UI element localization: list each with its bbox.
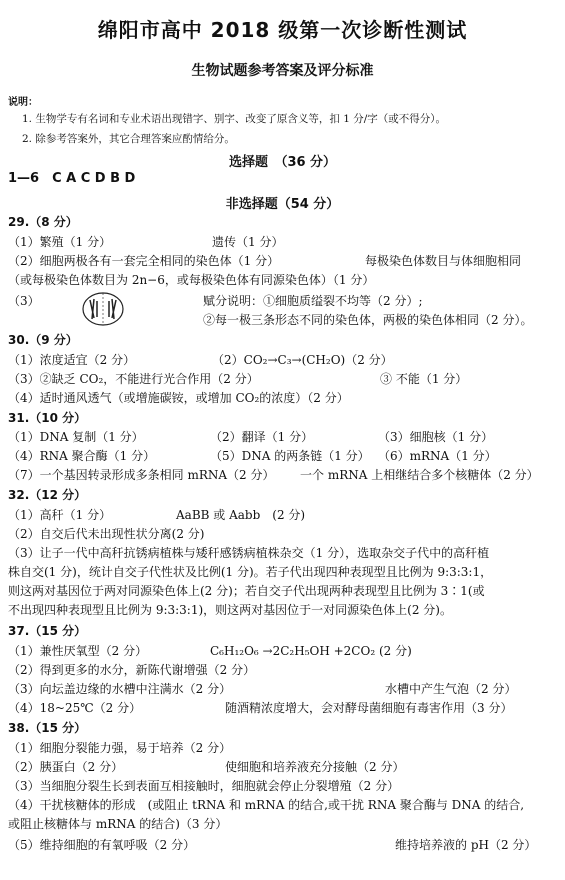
- notes-label: 说明：: [8, 97, 38, 108]
- q31-answer-3: （3）细胞核（1 分）: [378, 430, 494, 444]
- q31-answer-2: （2）翻译（1 分）: [210, 430, 314, 444]
- q38-answer-5a: （5）维持细胞的有氧呼吸（2 分）: [8, 838, 196, 852]
- choice-heading: 选择题 （36 分）: [228, 155, 337, 170]
- note-2: 2. 除参考答案外，其它合理答案应酌情给分。: [22, 133, 235, 145]
- q38-answer-5b: 维持培养液的 pH（2 分）: [395, 838, 537, 852]
- q31-answer-1: （1）DNA 复制（1 分）: [8, 430, 144, 444]
- q38-answer-4-line2: 或阻止核糖体与 mRNA 的结合)（3 分）: [8, 817, 228, 831]
- q29-heading: 29.（8 分）: [8, 215, 78, 229]
- q37-heading: 37.（15 分）: [8, 624, 87, 638]
- q31-answer-7a: （7）一个基因转录形成多条相同 mRNA（2 分）: [8, 468, 275, 482]
- q30-answer-3b: ③ 不能（1 分）: [380, 372, 468, 386]
- q30-answer-4: （4）适时通风透气（或增施碳铵，或增加 CO₂的浓度）（2 分）: [8, 391, 349, 405]
- q38-answer-4-line1: （4）干扰核糖体的形成 (或阻止 tRNA 和 mRNA 的结合,或干扰 RNA 聚合酶与 DNA 的结合,: [8, 798, 525, 812]
- q37-answer-3a: （3）向坛盖边缘的水槽中注满水（2 分）: [8, 682, 232, 696]
- q32-answer-3-line3: 则这两对基因位于两对同源染色体上(2 分)；若自交子代出现两种表现型且比例为 3∶1(或: [8, 584, 485, 598]
- nonchoice-heading: 非选择题（54 分）: [225, 197, 340, 212]
- q29-answer-2b: 每极染色体数目与体细胞相同: [365, 254, 522, 268]
- q30-answer-1: （1）浓度适宜（2 分）: [8, 353, 136, 367]
- q37-answer-2: （2）得到更多的水分，新陈代谢增强（2 分）: [8, 663, 256, 677]
- choice-answers: 1—6 C A C D B D: [8, 171, 136, 186]
- q31-answer-4: （4）RNA 聚合酶（1 分）: [8, 449, 156, 463]
- q29-answer-2c: （或每极染色体数目为 2n−6，或每极染色体有同源染色体）（1 分）: [8, 273, 375, 287]
- q37-answer-4b: 随酒精浓度增大，会对酵母菌细胞有毒害作用（3 分）: [225, 701, 513, 715]
- q32-answer-1b: AaBB 或 Aabb (2 分): [176, 508, 306, 522]
- note-1: 1. 生物学专有名词和专业术语出现错字、别字、改变了原含义等，扣 1 分/字（或不得分）。: [22, 113, 446, 125]
- q29-answer-3-note: 赋分说明：①细胞质缢裂不均等（2 分）;: [203, 294, 423, 308]
- q30-answer-2: （2）CO₂→C₃→(CH₂O)（2 分）: [212, 353, 393, 367]
- page-title: 绵阳市高中 2018 级第一次诊断性测试: [97, 18, 468, 42]
- cell-division-diagram: [80, 290, 126, 328]
- q29-answer-1a: （1）繁殖（1 分）: [8, 235, 112, 249]
- q32-answer-3-line1: （3）让子一代中高秆抗锈病植株与矮秆感锈病植株杂交（1 分），选取杂交子代中的高秆植: [8, 546, 490, 560]
- q29-answer-1b: 遗传（1 分）: [212, 235, 284, 249]
- q29-answer-3-label: （3）: [8, 294, 40, 308]
- q30-heading: 30.（9 分）: [8, 333, 78, 347]
- q38-heading: 38.（15 分）: [8, 721, 87, 735]
- q38-answer-2b: 使细胞和培养液充分接触（2 分）: [225, 760, 405, 774]
- q32-answer-3-line4: 不出现四种表现型且比例为 9:3:3:1)，则这两对基因位于一对同源染色体上(2 分)。: [8, 603, 452, 617]
- q29-answer-2a: （2）细胞两极各有一套完全相同的染色体（1 分）: [8, 254, 280, 268]
- q38-answer-2a: （2）胰蛋白（2 分）: [8, 760, 124, 774]
- q32-answer-2: （2）自交后代未出现性状分离(2 分): [8, 527, 205, 541]
- q37-answer-3b: 水槽中产生气泡（2 分）: [385, 682, 517, 696]
- q31-answer-5: （5）DNA 的两条链（1 分）: [210, 449, 370, 463]
- q30-answer-3a: （3）②缺乏 CO₂，不能进行光合作用（2 分）: [8, 372, 259, 386]
- q29-answer-3-note-2: ②每一极三条形态不同的染色体，两极的染色体相同（2 分）。: [203, 313, 533, 327]
- q38-answer-1: （1）细胞分裂能力强，易于培养（2 分）: [8, 741, 232, 755]
- q32-answer-1a: （1）高秆（1 分）: [8, 508, 112, 522]
- q37-answer-1b: C₆H₁₂O₆ →2C₂H₅OH +2CO₂ (2 分): [210, 644, 412, 658]
- q32-heading: 32.（12 分）: [8, 488, 87, 502]
- q37-answer-4a: （4）18~25℃（2 分）: [8, 701, 142, 715]
- q31-answer-7b: 一个 mRNA 上相继结合多个核糖体（2 分）: [300, 468, 539, 482]
- q37-answer-1a: （1）兼性厌氧型（2 分）: [8, 644, 148, 658]
- page-subtitle: 生物试题参考答案及评分标准: [191, 63, 374, 79]
- q31-answer-6: （6）mRNA（1 分）: [378, 449, 497, 463]
- q31-heading: 31.（10 分）: [8, 411, 87, 425]
- q32-answer-3-line2: 株自交(1 分)，统计自交子代性状及比例(1 分)。若子代出现四种表现型且比例为 9:3:3:1，: [8, 565, 493, 579]
- q38-answer-3: （3）当细胞分裂生长到表面互相接触时，细胞就会停止分裂增殖（2 分）: [8, 779, 400, 793]
